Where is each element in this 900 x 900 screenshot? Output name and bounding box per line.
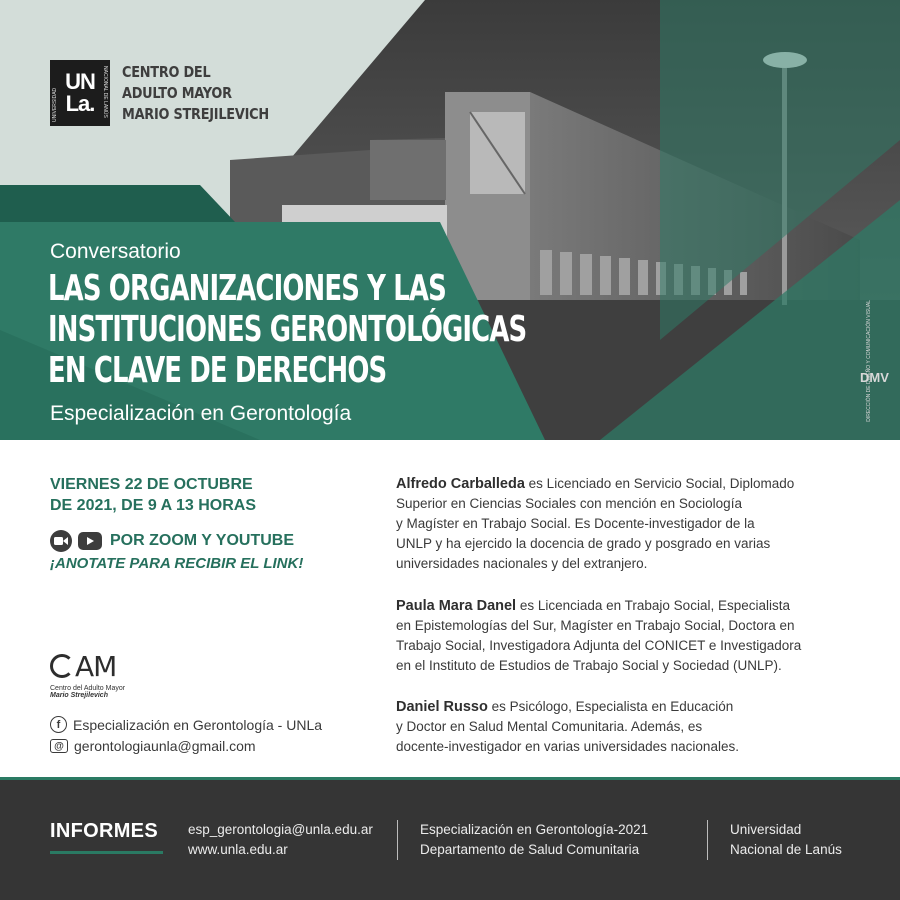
center-name-line: MARIO STREJILEVICH [122, 105, 269, 123]
bio-line: y Magíster en Trabajo Social. Es Docente-investigador de la [396, 516, 755, 531]
speaker-name: Daniel Russo [396, 699, 488, 715]
bio-line: Superior en Ciencias Sociales con mención en Sociología [396, 496, 742, 511]
bio-line: es Psicólogo, Especialista en Educación [487, 699, 734, 714]
cam-logo-name: Mario Strejilevich [50, 692, 108, 699]
unla-logo-line2: La. [65, 91, 95, 116]
facebook-contact[interactable] [50, 716, 322, 733]
unla-logo-side-left: UNIVERSIDAD [52, 87, 58, 122]
speaker-name: Paula Mara Danel [396, 598, 517, 614]
title-line: EN CLAVE DE DERECHOS [48, 350, 387, 391]
bio-line: es Licenciado en Servicio Social, Diplomado [524, 476, 795, 491]
email-contact[interactable] [50, 738, 256, 754]
center-name-line: ADULTO MAYOR [122, 84, 232, 102]
footer-contact-column [188, 820, 373, 860]
footer-university-column [730, 820, 842, 860]
speaker-bio [396, 697, 866, 757]
speaker-bio [396, 474, 866, 574]
center-name [122, 62, 269, 125]
footer-web-link[interactable]: www.unla.edu.ar [188, 842, 288, 857]
unla-logo-line1: UN [65, 69, 95, 94]
speaker-name: Alfredo Carballeda [396, 476, 525, 492]
footer-separator [397, 820, 398, 860]
stream-info [50, 530, 294, 552]
footer-email-link[interactable]: esp_gerontologia@unla.edu.ar [188, 822, 373, 837]
cam-logo-subtitle: Centro del Adulto Mayor [50, 685, 126, 692]
bio-line: universidades nacionales y del extranjero. [396, 556, 648, 571]
footer-program-line: Departamento de Salud Comunitaria [420, 842, 640, 857]
youtube-icon[interactable] [78, 532, 102, 550]
footer-university-line: Nacional de Lanús [730, 842, 842, 857]
cam-logo-word: AM [75, 650, 117, 683]
hero-banner [0, 0, 900, 440]
title-line: LAS ORGANIZACIONES Y LAS [48, 268, 446, 309]
date-line: VIERNES 22 DE OCTUBRE [50, 476, 253, 493]
title-line: INSTITUCIONES GERONTOLÓGICAS [48, 309, 527, 350]
bio-line: UNLP y ha ejercido la docencia de grado y posgrado en varias [396, 536, 771, 551]
bio-line: en el Instituto de Estudios de Trabajo Social y Sociedad (UNLP). [396, 658, 782, 673]
footer-heading-underline [50, 851, 163, 854]
date-line: DE 2021, DE 9 A 13 HORAS [50, 497, 257, 514]
footer-program-line: Especialización en Gerontología-2021 [420, 822, 649, 837]
speaker-bio [396, 596, 866, 676]
footer-separator [707, 820, 708, 860]
stream-text: POR ZOOM Y YOUTUBE [110, 532, 295, 549]
email-icon: @ [50, 739, 68, 753]
center-name-line: CENTRO DEL [122, 63, 211, 81]
bio-line: en Epistemologías del Sur, Magíster en Trabajo Social, Doctora en [396, 618, 795, 633]
unla-logo [50, 60, 110, 126]
bio-line: docente-investigador en varias universidades nacionales. [396, 739, 739, 754]
email-address: gerontologiaunla@gmail.com [74, 738, 256, 754]
svg-text:DMV: DMV [860, 370, 889, 385]
register-call: ¡ANOTATE PARA RECIBIR EL LINK! [50, 555, 304, 572]
footer-heading: INFORMES [50, 820, 158, 842]
zoom-icon[interactable] [50, 530, 72, 552]
cam-logo [50, 652, 125, 699]
page-subtitle: Especialización en Gerontología [50, 402, 352, 425]
unla-logo-side-right: NACIONAL DE LANÚS [102, 66, 108, 118]
cam-logo-c-mark [50, 654, 74, 678]
bio-line: Trabajo Social, Investigadora Adjunta del CONICET e Investigadora [396, 638, 802, 653]
design-credit: DIRECCIÓN DE DISEÑO Y COMUNICACIÓN VISUAL [866, 300, 872, 422]
footer-university-line: Universidad [730, 822, 802, 837]
footer-program-column [420, 820, 648, 860]
facebook-page-name: Especialización en Gerontología - UNLa [73, 716, 323, 733]
page-title [48, 268, 526, 391]
event-date [50, 474, 256, 516]
facebook-icon: f [50, 716, 67, 733]
event-type: Conversatorio [50, 240, 181, 263]
bio-line: es Licenciada en Trabajo Social, Especialista [516, 598, 790, 613]
bio-line: y Doctor en Salud Mental Comunitaria. Además, es [396, 719, 703, 734]
